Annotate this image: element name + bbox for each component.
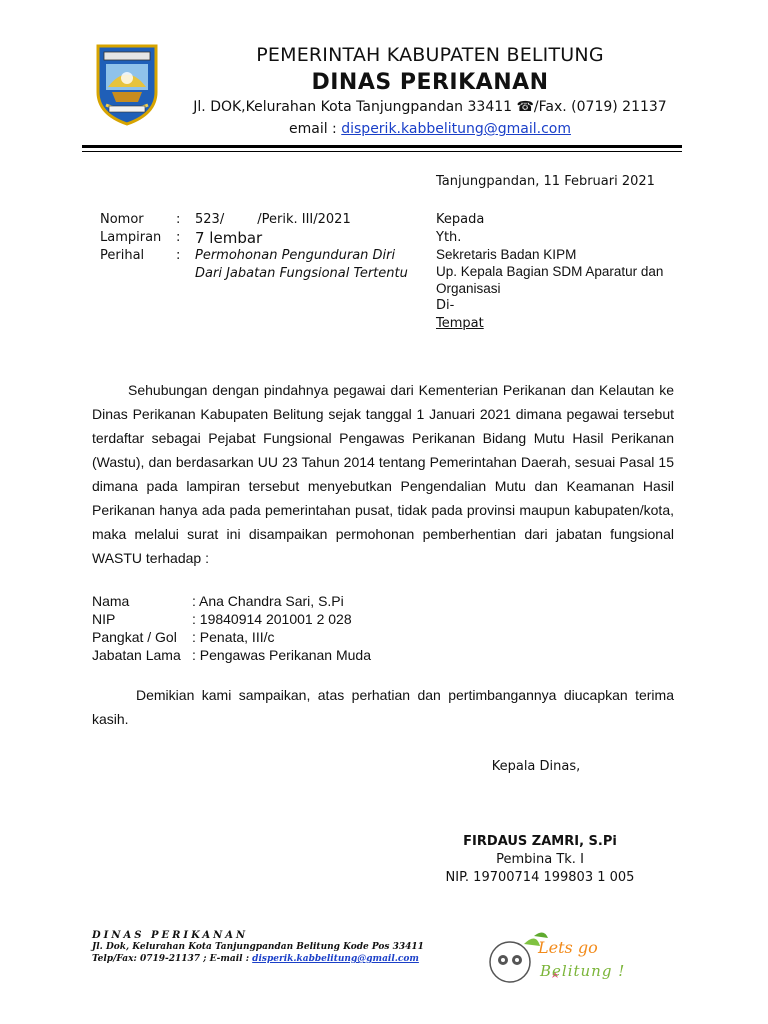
lampiran-label: Lampiran <box>100 230 162 245</box>
identity-value: : Ana Chandra Sari, S.Pi <box>192 593 344 609</box>
body-paragraph-2: Demikian kami sampaikan, atas perhatian dan pertimbangannya diucapkan terima kasih. <box>92 687 674 727</box>
branding-line2: Belitung ! <box>540 962 626 980</box>
recipient-line3: Organisasi <box>436 281 501 296</box>
identity-label: NIP <box>92 611 116 627</box>
colon: : <box>176 248 181 263</box>
office-address: Jl. DOK,Kelurahan Kota Tanjungpandan 33411 ☎/Fax. (0719) 21137 <box>193 99 667 115</box>
header-divider <box>82 145 682 148</box>
email-line <box>150 121 710 137</box>
identity-value: : Pengawas Perikanan Muda <box>192 647 371 663</box>
recipient-yth: Yth. <box>436 230 462 245</box>
email-link[interactable]: disperik.kabbelitung@gmail.com <box>341 121 571 137</box>
footer-title: DINAS PERIKANAN <box>92 930 249 941</box>
department-name: DINAS PERIKANAN <box>311 70 549 95</box>
footer-contact <box>92 954 419 964</box>
signature-name: FIRDAUS ZAMRI, S.Pi <box>463 834 617 849</box>
recipient-kepada: Kepada <box>436 212 485 227</box>
lampiran-value: 7 lembar <box>195 229 263 247</box>
header-divider-thin <box>82 151 682 152</box>
branding-line1: Lets go <box>538 938 598 957</box>
email-prefix: email : <box>289 121 342 137</box>
identity-value: : 19840914 201001 2 028 <box>192 611 352 627</box>
footer-email-link[interactable]: disperik.kabbelitung@gmail.com <box>252 954 419 964</box>
perihal-line1: Permohonan Pengunduran Diri <box>195 248 396 263</box>
identity-label: Pangkat / Gol <box>92 629 177 645</box>
identity-value: : Penata, III/c <box>192 629 275 645</box>
perihal-row <box>0 248 430 288</box>
identity-label: Jabatan Lama <box>92 647 181 663</box>
nomor-label: Nomor <box>100 212 144 227</box>
place-date: Tanjungpandan, 11 Februari 2021 <box>436 174 655 189</box>
recipient-tempat: Tempat <box>436 316 484 331</box>
footer-address: Jl. Dok, Kelurahan Kota Tanjungpandan Belitung Kode Pos 33411 <box>92 942 424 952</box>
signature-position: Kepala Dinas, <box>491 759 581 774</box>
lets-go-belitung-logo <box>484 926 636 996</box>
recipient-di: Di- <box>436 298 455 313</box>
footer-contact-prefix: Telp/Fax: 0719-21137 ; E-mail : <box>92 954 253 964</box>
body-paragraph-1: Sehubungan dengan pindahnya pegawai dari Kementerian Perikanan dan Kelautan ke Dinas Perikanan Kabupaten Belitung sejak tanggal 1 Januari 2021 dimana pegawai tersebut terdaftar sebagai Pejabat Fungsional Pengawas Perikanan Bidang Mutu Hasil Perikanan (Wastu), dan berdasarkan UU 23 Tahun 2014 tentang Pemerintahan Daerah, sesuai Pasal 15 dimana pada lampiran tersebut menyebutkan Pengendalian Mutu dan Keamanan Hasil Perikanan hanya ada pada pemerintahan pusat, tidak pada provinsi maupun kabupaten/kota, maka melalui surat ini disampaikan permohonan pemberhentian dari jabatan fungsional WASTU terhadap : <box>92 382 674 566</box>
lampiran-row <box>0 230 430 250</box>
signature-nip: NIP. 19700714 199803 1 005 <box>445 870 635 885</box>
identity-label: Nama <box>92 593 130 609</box>
recipient-line1: Sekretaris Badan KIPM <box>436 247 577 262</box>
nomor-value: 523/ /Perik. III/2021 <box>195 212 351 227</box>
perihal-line2: Dari Jabatan Fungsional Tertentu <box>195 266 408 281</box>
organization-name: PEMERINTAH KABUPATEN BELITUNG <box>256 44 604 66</box>
signature-rank: Pembina Tk. I <box>496 852 584 867</box>
colon: : <box>176 230 181 245</box>
colon: : <box>176 212 181 227</box>
recipient-line2: Up. Kepala Bagian SDM Aparatur dan <box>436 264 664 279</box>
perihal-label: Perihal <box>100 248 145 263</box>
